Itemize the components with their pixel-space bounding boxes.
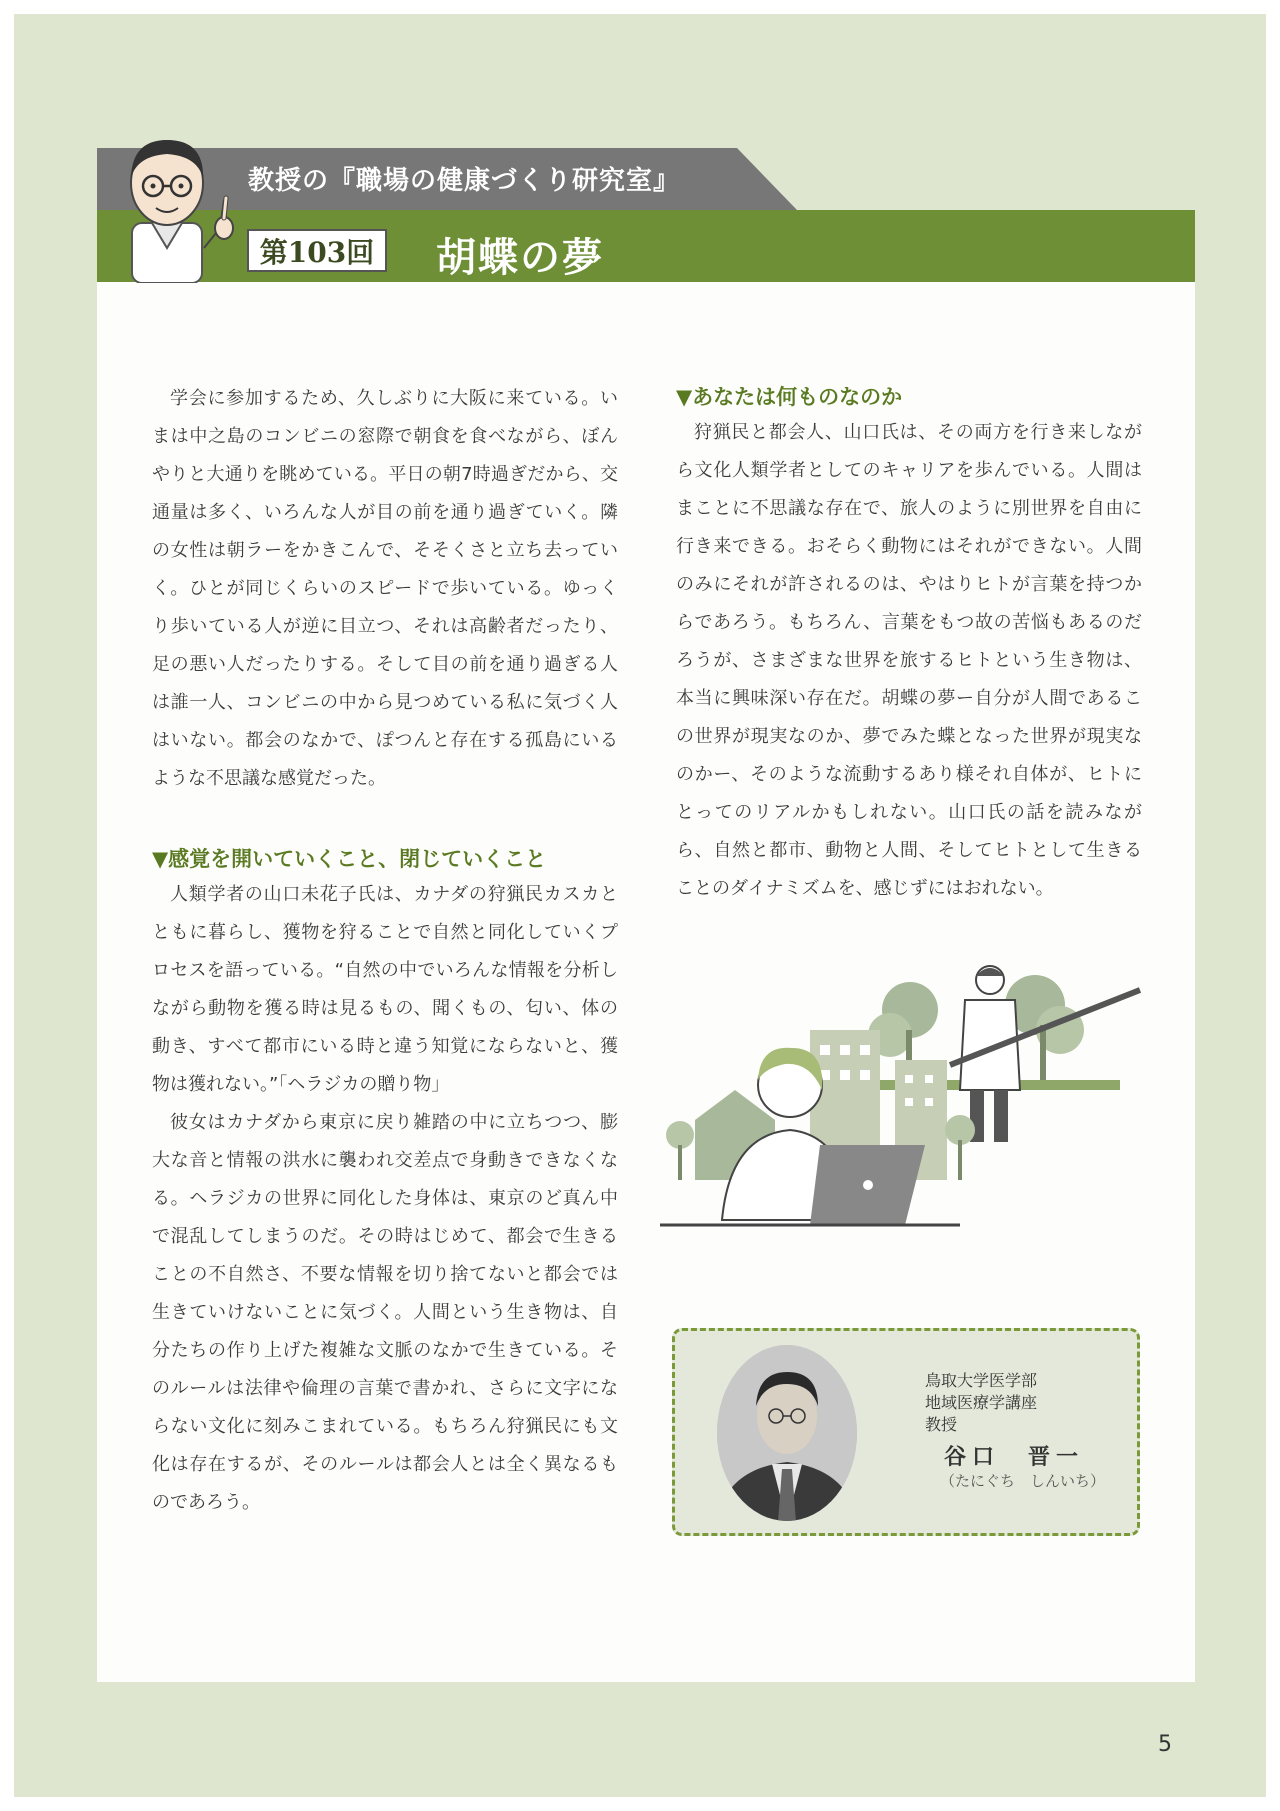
- author-position: 教授: [925, 1415, 958, 1434]
- author-affiliation: [925, 1370, 1037, 1436]
- author-name-reading: （たにぐち しんいち）: [940, 1472, 1106, 1490]
- intro-paragraph: 学会に参加するため、久しぶりに大阪に来ている。いまは中之島のコンビニの窓際で朝食を食べながら、ぼんやりと大通りを眺めている。平日の朝7時過ぎだから、交通量は多く、いろんな人が目の前を通り過ぎていく。隣の女性は朝ラーをかきこんで、そそくさと立ち去っていく。ひとが同じくらいのスピードで歩いている。ゆっくり歩いている人が逆に目立つ、それは高齢者だったり、足の悪い人だったりする。そして目の前を通り過ぎる人は誰一人、コンビニの中から見つめている私に気づく人はいない。都会のなかで、ぽつんと存在する孤島にいるような不思議な感覚だった。: [152, 388, 618, 789]
- affiliation-line: 地域医療学講座: [925, 1393, 1038, 1412]
- professor-mascot-icon: [112, 128, 252, 283]
- left-column: [152, 380, 618, 1522]
- issue-label: 第103回: [259, 235, 375, 269]
- body-paragraph: 人類学者の山口未花子氏は、カナダの狩猟民カスカとともに暮らし、獲物を狩ることで自然と同化していくプロセスを語っている。“自然の中でいろんな情報を分析しながら動物を獲る時は見るもの、聞くもの、匂い、体の動き、すべて都市にいる時と違う知覚にならないと、獲物は獲れない。”「ヘラジカの贈り物」: [152, 884, 618, 1095]
- author-portrait-photo: [716, 1344, 858, 1522]
- affiliation-line: 鳥取大学医学部: [925, 1371, 1038, 1390]
- body-paragraph: 狩猟民と都会人、山口氏は、その両方を行き来しながら文化人類学者としてのキャリアを歩んでいる。人間はまことに不思議な存在で、旅人のように別世界を自由に行き来できる。おそらく動物にはそれができない。人間のみにそれが許されるのは、やはりヒトが言葉を持つからであろう。もちろん、言葉をもつ故の苦悩もあるのだろうが、さまざまな世界を旅するヒトという生き物は、本当に興味深い存在だ。胡蝶の夢ー自分が人間であるこの世界が現実なのか、夢でみた蝶となった世界が現実なのかー、そのような流動するあり様それ自体が、ヒトにとってのリアルかもしれない。山口氏の話を読みながら、自然と都市、動物と人間、そしてヒトとして生きることのダイナミズムを、感じずにはおれない。: [676, 422, 1142, 899]
- page-number: 5: [1158, 1732, 1172, 1757]
- section-heading-senses: ▼感覚を開いていくこと、閉じていくこと: [152, 847, 547, 871]
- right-column: [676, 380, 1142, 908]
- article-title: 胡蝶の夢: [436, 234, 604, 281]
- author-name: 谷口 晋一: [944, 1445, 1085, 1470]
- section-gap: [152, 798, 618, 842]
- section-heading-who-are-you: ▼あなたは何ものなのか: [676, 385, 903, 409]
- series-title: 教授の『職場の健康づくり研究室』: [248, 166, 681, 196]
- hunter-and-office-worker-illustration: [660, 940, 1180, 1300]
- issue-badge: [247, 229, 387, 272]
- body-paragraph: 彼女はカナダから東京に戻り雑踏の中に立ちつつ、膨大な音と情報の洪水に襲われ交差点で身動きできなくなる。ヘラジカの世界に同化した身体は、東京のど真ん中で混乱してしまうのだ。その時はじめて、都会で生きることの不自然さ、不要な情報を切り捨てないと都会では生きていけないことに気づく。人間という生き物は、自分たちの作り上げた複雑な文脈のなかで生きている。そのルールは法律や倫理の言葉で書かれ、さらに文字にならない文化に刻みこまれている。もちろん狩猟民にも文化は存在するが、そのルールは都会人とは全く異なるものであろう。: [152, 1112, 618, 1513]
